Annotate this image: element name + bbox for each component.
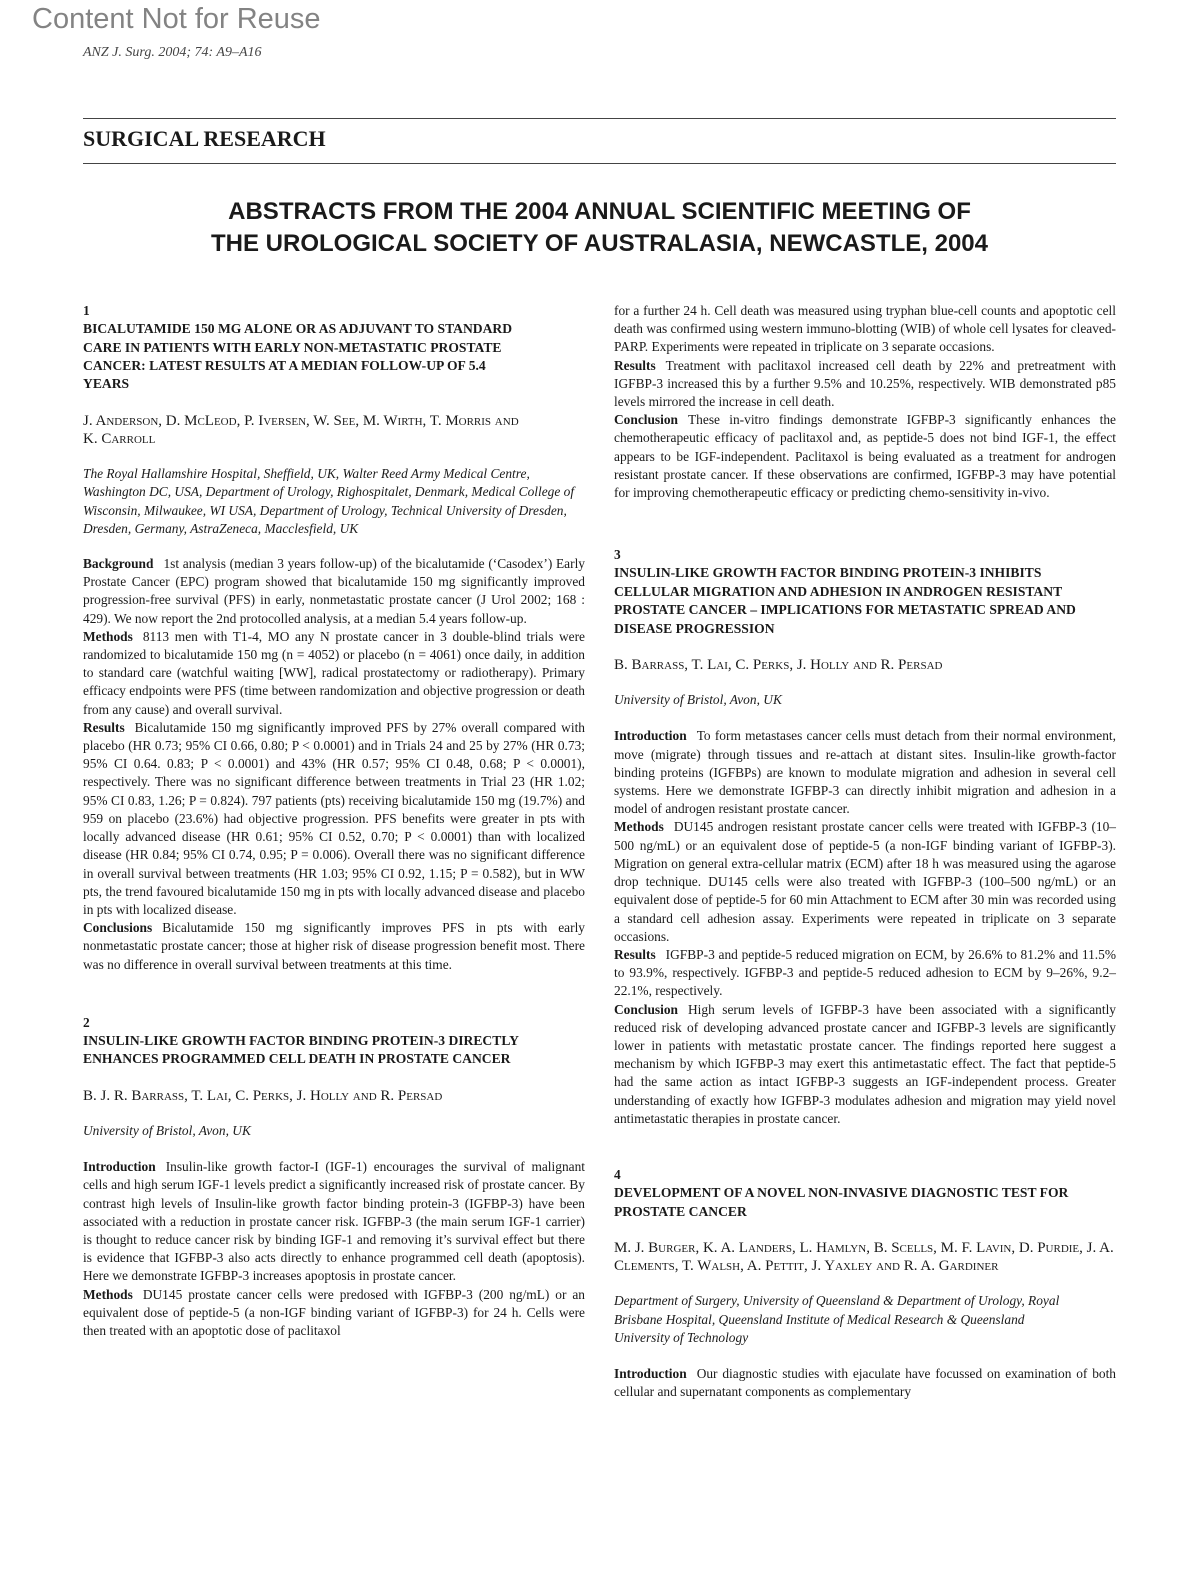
title-line: THE UROLOGICAL SOCIETY OF AUSTRALASIA, NEWCASTLE, 2004: [211, 230, 988, 257]
abstract-body: [614, 1365, 1116, 1401]
section-label: Conclusion: [614, 1001, 678, 1017]
abstract-title: DEVELOPMENT OF A NOVEL NON-INVASIVE DIAGNOSTIC TEST FOR PROSTATE CANCER: [614, 1185, 1069, 1219]
section-text: 8113 men with T1-4, MO any N prostate cancer in 3 double-blind trials were randomized to bicalutamide 150 mg (n = 4052) or placebo (n = 4061) once daily, in addition to standard care (watchful waiting [WW], radical prostatectomy or radiotherapy). Primary efficacy endpoints were PFS (time between randomization and objective progression or death from any cause) and overall survival.: [83, 628, 585, 717]
abstract-authors: J. Anderson, D. McLeod, P. Iversen, W. See, M. Wirth, T. Morris and K. Carroll: [83, 412, 519, 448]
abstract-affiliation: University of Bristol, Avon, UK: [614, 692, 782, 708]
abstract-body: [83, 555, 585, 974]
title-line: ABSTRACTS FROM THE 2004 ANNUAL SCIENTIFIC MEETING OF: [228, 198, 971, 225]
section-label: Introduction: [614, 728, 687, 744]
divider: [83, 118, 1116, 119]
abstract-paragraph: [614, 1365, 1116, 1401]
section-text: Treatment with paclitaxol increased cell death by 22% and pretreatment with IGFBP-3 increased this by a further 9.5% and 10.25%, respectively. WIB demonstrated p85 levels mirrored the increase in cell death.: [614, 357, 1116, 410]
abstract-paragraph: [614, 411, 1116, 502]
abstract-number: 4: [614, 1166, 621, 1182]
section-text: These in-vitro findings demonstrate IGFBP-3 significantly enhances the chemotherapeutic efficacy of paclitaxol and, as peptide-5 does not bind IGF-1, the effect appears to be IGF-independent. Paclitaxol is being evaluated as a treatment for androgen resistant prostate cancer. If these observations are confirmed, IGFBP-3 may have potential for improving chemotherapeutic efficacy or predicting chemo-sensitivity in-vivo.: [614, 412, 1116, 501]
abstract-title: INSULIN-LIKE GROWTH FACTOR BINDING PROTEIN-3 DIRECTLY ENHANCES PROGRAMMED CELL DEATH IN PROSTATE CANCER: [83, 1032, 519, 1067]
abstract-paragraph: [83, 1158, 585, 1285]
section-label: Background: [83, 556, 154, 572]
abstract-affiliation: Department of Surgery, University of Queensland & Department of Urology, Royal Brisbane Hospital, Queensland Institute of Medical Research & Queensland University of Technology: [614, 1293, 1060, 1345]
abstract-authors: B. J. R. Barrass, T. Lai, C. Perks, J. Holly and R. Persad: [83, 1087, 443, 1104]
section-text: Insulin-like growth factor-I (IGF-1) encourages the survival of malignant cells and high serum IGF-1 levels predict a significantly increased risk of prostate cancer. By contrast high levels of Insulin-like growth factor binding protein-3 (IGFBP-3) have been associated with a reduction in prostate cancer risk. IGFBP-3 (the main serum IGF-1 carrier) is thought to reduce cancer risk by binding IGF-1 and removing it’s survival effect but there is evidence that IGFBP-3 also acts directly to enhance programmed cell death (apoptosis). Here we demonstrate IGFBP-3 increases apoptosis in prostate cancer.: [83, 1159, 585, 1284]
abstract-authors: M. J. Burger, K. A. Landers, L. Hamlyn, B. Scells, M. F. Lavin, D. Purdie, J. A. Clements, T. Walsh, A. Pettit, J. Yaxley and R. A. Gardiner: [614, 1239, 1114, 1275]
section-text: To form metastases cancer cells must detach from their normal environment, move (migrate) through tissues and re-attach at distant sites. Insulin-like growth-factor binding proteins (IGFBPs) are known to modulate migration and adhesion in several cell systems. Here we demonstrate IGFBP-3 can directly inhibit migration and adhesion in a model of androgen resistant prostate cancer.: [614, 728, 1116, 817]
abstract-title: INSULIN-LIKE GROWTH FACTOR BINDING PROTEIN-3 INHIBITS CELLULAR MIGRATION AND ADHESION IN ANDROGEN RESISTANT PROSTATE CANCER – IMPLICATIONS FOR METASTATIC SPREAD AND DISEASE PROGRESSION: [614, 565, 1076, 636]
abstract-paragraph: [614, 1001, 1116, 1128]
watermark: Content Not for Reuse: [32, 3, 321, 35]
page-title: [83, 196, 1116, 260]
abstract-number: 3: [614, 547, 621, 563]
running-header: ANZ J. Surg. 2004; 74: A9–A16: [83, 45, 262, 60]
right-column: [614, 302, 1116, 1401]
section-text: High serum levels of IGFBP-3 have been associated with a significantly reduced risk of developing advanced prostate cancer and IGFBP-3 levels are significantly lower in patients with metastatic prostate cancer. The findings reported here suggest a mechanism by which IGFBP-3 may exert this antimetastatic effect. The fact that peptide-5 had the same action as intact IGFBP-3 suggests an IGF-independent process. Greater understanding of exactly how IGFBP-3 modulates adhesion and migration may yield novel antimetastatic therapies in prostate cancer.: [614, 1001, 1116, 1126]
abstract-2: [83, 1014, 585, 1340]
abstract-2-continuation: [614, 302, 1116, 502]
section-label: Methods: [83, 1286, 133, 1302]
section-label: Methods: [83, 628, 133, 644]
section-text: 1st analysis (median 3 years follow-up) of the bicalutamide (‘Casodex’) Early Prostate Cancer (EPC) program showed that bicalutamide 150 mg significantly improved progression-free survival (PFS) in early, nonmetastatic prostate cancer (J Urol 2002; 168 : 429). We now report the 2nd protocolled analysis, at a median 5.4 years follow-up.: [83, 556, 585, 626]
abstract-paragraph: [614, 946, 1116, 1001]
abstract-4: [614, 1166, 1116, 1401]
left-column: [83, 302, 585, 1340]
abstract-paragraph: [614, 818, 1116, 945]
abstract-paragraph: [83, 1286, 585, 1341]
section-text: Bicalutamide 150 mg significantly improved PFS by 27% overall compared with placebo (HR 0.73; 95% CI 0.66, 0.80; P < 0.0001) and in Trials 24 and 25 by 27% (HR 0.73; 95% CI 0.64. 0.83; P < 0.0001) and 43% (HR 0.57; 95% CI 0.48, 0.68; P < 0.0001), respectively. There was no significant difference between treatments in Trial 23 (HR 1.02; 95% CI 0.83, 1.26; P = 0.824). 797 patients (pts) receiving bicalutamide 150 mg (19.7%) and 959 on placebo (23.6%) had objective progression. PFS benefits were greater in pts with locally advanced disease (HR 0.61; 95% CI 0.52, 0.70; P < 0.0001) than with localized disease (HR 0.84; 95% CI 0.74, 0.95; P = 0.006). Overall there was no significant difference in overall survival between treatments (HR 1.03; 95% CI 0.92, 1.15; P = 0.582), but in WW pts, the trend favoured bicalutamide 150 mg in pts with locally advanced disease and placebo in pts with localized disease.: [83, 719, 585, 917]
section-text: Bicalutamide 150 mg significantly improves PFS in pts with early nonmetastatic prostate cancer; those at higher risk of disease progression benefit most. There was no difference in overall survival between treatments at this time.: [83, 920, 585, 972]
abstract-paragraph: [83, 719, 585, 919]
section-label: Introduction: [83, 1159, 156, 1175]
divider: [83, 163, 1116, 164]
section-label: Conclusions: [83, 920, 153, 936]
section-label: Results: [83, 719, 125, 735]
abstract-paragraph: [614, 357, 1116, 412]
abstract-paragraph: [83, 628, 585, 719]
abstract-body: [614, 727, 1116, 1127]
section-label: Results: [614, 946, 656, 962]
section-heading: SURGICAL RESEARCH: [83, 126, 326, 151]
abstract-number: 2: [83, 1014, 90, 1030]
section-label: Introduction: [614, 1365, 687, 1381]
section-text: IGFBP-3 and peptide-5 reduced migration on ECM, by 26.6% to 81.2% and 11.5% to 93.9%, respectively. IGFBP-3 and peptide-5 reduced adhesion to ECM by 9–26%, 9.2–22.1%, respectively.: [614, 946, 1116, 999]
section-text: DU145 androgen resistant prostate cancer cells were treated with IGFBP-3 (10–500 ng/mL) or an equivalent dose of peptide-5 (a non-IGF binding variant of IGFBP-3). Migration on general extra-cellular matrix (ECM) after 18 h was measured using the agarose drop technique. DU145 cells were also treated with IGFBP-3 (100–500 ng/mL) or an equivalent dose of peptide-5 for 60 min Attachment to ECM after 30 min was recorded using a standard cell adhesion assay. Experiments were repeated in triplicate on 3 separate occasions.: [614, 819, 1116, 944]
abstract-1: [83, 302, 585, 974]
abstract-number: 1: [83, 303, 90, 318]
section-text: DU145 prostate cancer cells were predosed with IGFBP-3 (200 ng/mL) or an equivalent dose of peptide-5 (a non-IGF binding variant of IGFBP-3) for 24 h. Cells were then treated with an apoptotic dose of paclitaxol: [83, 1286, 585, 1338]
section-label: Conclusion: [614, 412, 678, 428]
abstract-authors: B. Barrass, T. Lai, C. Perks, J. Holly and R. Persad: [614, 657, 943, 674]
abstract-body: [83, 1158, 585, 1340]
section-label: Methods: [614, 819, 664, 835]
abstract-affiliation: University of Bristol, Avon, UK: [83, 1122, 251, 1138]
abstract-affiliation: The Royal Hallamshire Hospital, Sheffield, UK, Walter Reed Army Medical Centre, Washington DC, USA, Department of Urology, Righospitalet, Denmark, Medical College of Wisconsin, Milwaukee, WI USA, Department of Urology, Technical University of Dresden, Dresden, Germany, AstraZeneca, Macclesfield, UK: [83, 466, 575, 536]
abstract-paragraph: for a further 24 h. Cell death was measured using tryphan blue-cell counts and apoptotic cell death was confirmed using western immuno-blotting (WIB) of whole cell lysates for cleaved-PARP. Experiments were repeated in triplicate on 3 separate occasions.: [614, 303, 1116, 355]
abstract-paragraph: [83, 919, 585, 974]
section-text: Our diagnostic studies with ejaculate have focussed on examination of both cellular and supernatant components as complementary: [614, 1365, 1116, 1400]
abstract-3: [614, 546, 1116, 1128]
section-label: Results: [614, 357, 656, 373]
abstract-title: BICALUTAMIDE 150 MG ALONE OR AS ADJUVANT TO STANDARD CARE IN PATIENTS WITH EARLY NON-METASTATIC PROSTATE CANCER: LATEST RESULTS AT A MEDIAN FOLLOW-UP OF 5.4 YEARS: [83, 321, 513, 392]
abstract-paragraph: [614, 727, 1116, 818]
abstract-paragraph: [83, 555, 585, 628]
